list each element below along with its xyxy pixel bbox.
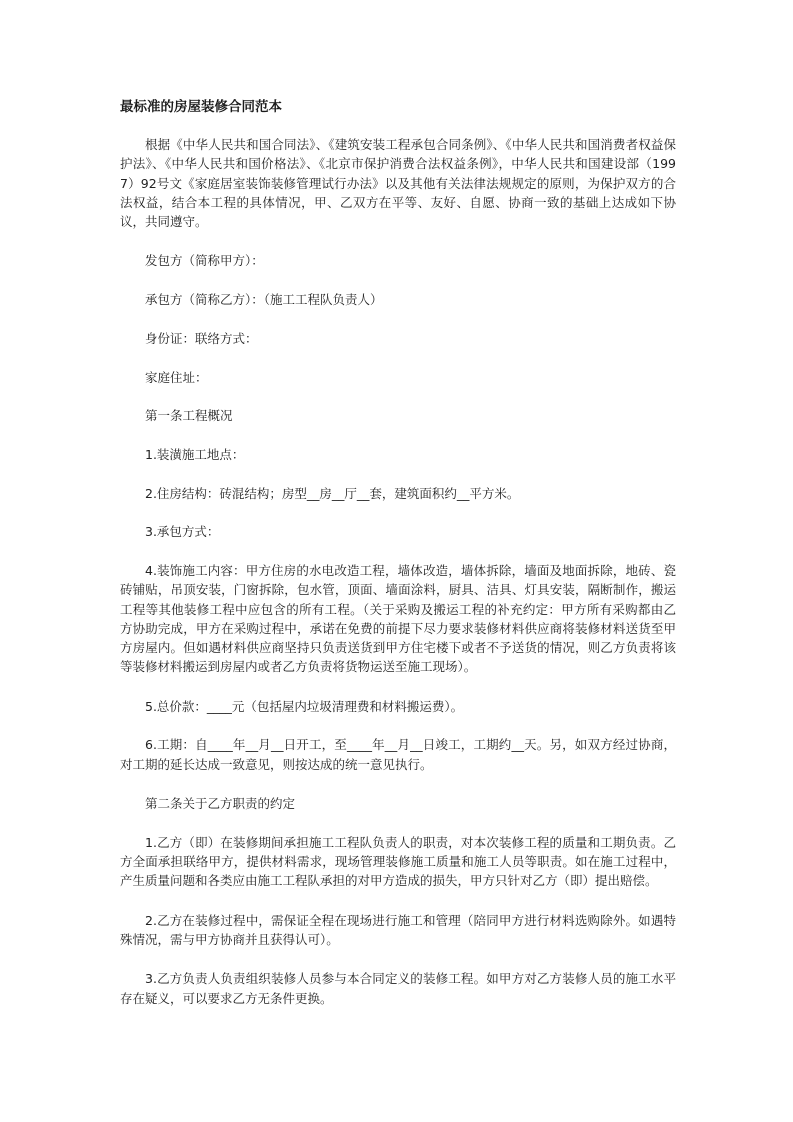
clause-1-6: 6.工期：自____年__月__日开工，至____年__月__日竣工，工期约__天。另，如双方经过协商，对工期的延长达成一致意见，则按达成的统一意见执行。: [120, 737, 676, 772]
article-2-heading: 第二条关于乙方职责的约定: [145, 796, 296, 812]
clause-1-5: 5.总价款：____元（包括屋内垃圾清理费和材料搬运费）。: [145, 698, 464, 714]
document-page: [120, 97, 676, 1028]
id-contact-line: 身份证：联络方式：: [145, 330, 258, 346]
document-title: 最标准的房屋装修合同范本: [120, 99, 282, 115]
clause-2-2: 2.乙方在装修过程中，需保证全程在现场进行施工和管理（陪同甲方进行材料选购除外。如遇特殊情况，需与甲方协商并且获得认可）。: [120, 912, 676, 947]
clause-1-4: 4.装饰施工内容：甲方住房的水电改造工程，墙体改造，墙体拆除，墙面及地面拆除，地砖、瓷砖铺贴，吊顶安装，门窗拆除，包水管，顶面、墙面涂料，厨具、洁具、灯具安装，隔断制作，搬运工程等其他装修工程中应包含的所有工程。（关于采购及搬运工程的补充约定：甲方所有采购都由乙方协助完成，甲方在采购过程中，承诺在免费的前提下尽力要求装修材料供应商将装修材料送货至甲方房屋内。但如遇材料供应商坚持只负责送货到甲方住宅楼下或者不予送货的情况，则乙方负责将该等装修材料搬运到房屋内或者乙方负责将货物运送至施工现场）。: [120, 562, 676, 675]
article-1-heading: 第一条工程概况: [145, 408, 233, 424]
preamble-paragraph: 根据《中华人民共和国合同法》、《建筑安装工程承包合同条例》、《中华人民共和国消费者权益保护法》、《中华人民共和国价格法》、《北京市保护消费合法权益条例》，中华人民共和国建设部（1997）92号文《家庭居室装饰装修管理试行办法》以及其他有关法律法规规定的原则，为保护双方的合法权益，结合本工程的具体情况，甲、乙双方在平等、友好、自愿、协商一致的基础上达成如下协议，共同遵守。: [120, 137, 676, 230]
party-b-line: 承包方（简称乙方）：（施工工程队负责人）: [145, 292, 383, 308]
clause-1-2: 2.住房结构：砖混结构；房型__房__厅__套，建筑面积约__平方米。: [145, 485, 520, 501]
clause-1-3: 3.承包方式：: [145, 524, 220, 540]
home-address-line: 家庭住址：: [145, 369, 208, 385]
clause-1-1: 1.装潢施工地点：: [145, 446, 245, 462]
clause-2-3: 3.乙方负责人负责组织装修人员参与本合同定义的装修工程。如甲方对乙方装修人员的施工水平存在疑义，可以要求乙方无条件更换。: [120, 971, 676, 1006]
party-a-line: 发包方（简称甲方）：: [145, 253, 264, 269]
clause-2-1: 1.乙方（即）在装修期间承担施工工程队负责人的职责，对本次装修工程的质量和工期负责。乙方全面承担联络甲方，提供材料需求，现场管理装修施工质量和施工人员等职责。如在施工过程中，产生质量问题和各类应由施工工程队承担的对甲方造成的损失，甲方只针对乙方（即）提出赔偿。: [120, 834, 676, 889]
